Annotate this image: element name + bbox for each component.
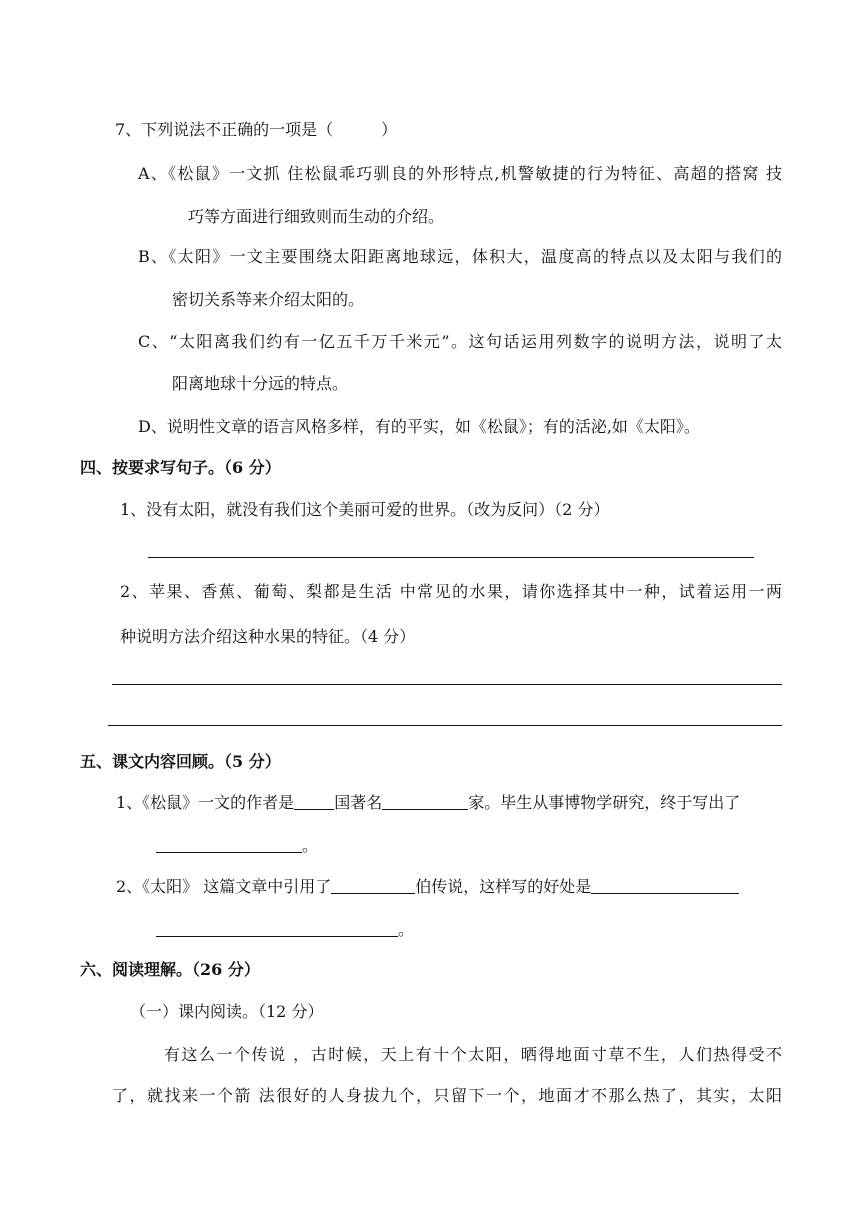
section-6-subheading: （一）课内阅读。（12 分）: [130, 1002, 324, 1021]
section-5-q2: [116, 877, 739, 897]
section-4-q2-line1: 2、苹果、香蕉、葡萄、梨都是生活 中常见的水果，请你选择其中一种，试着运用一两: [120, 582, 782, 601]
blank-legend-name[interactable]: [331, 877, 415, 894]
reading-paragraph-line1: 有这么一个传说 ，古时候，天上有十个太阳，晒得地面寸草不生，人们热得受不: [164, 1045, 782, 1064]
option-b-line2: 密切关系等来介绍太阳的。: [172, 290, 365, 309]
blank-author-country[interactable]: [294, 793, 334, 810]
section-5-q1-cont: [156, 836, 318, 856]
option-c-line1: C、“太阳离我们约有一亿五千万千米元”。这句话运用列数字的说明方法，说明了太: [138, 332, 782, 351]
question-7-stem: 7、下列说法不正确的一项是（ ）: [115, 120, 398, 139]
answer-line-s4-q2-2[interactable]: [108, 725, 782, 726]
s5-q1-text-1: 1、《松鼠》一文的作者是: [116, 793, 295, 812]
option-a-line2: 巧等方面进行细致则而生动的介绍。: [188, 207, 445, 226]
section-5-heading: 五、课文内容回顾。（5 分）: [80, 752, 281, 771]
option-d: D、说明性文章的语言风格多样，有的平实，如《松鼠》；有的活泌,如《太阳》。: [138, 417, 700, 436]
s5-q1-text-3: 家。毕生从事博物学研究，终于写出了: [468, 793, 741, 812]
s5-q2-text-1: 2、《太阳》 这篇文章中引用了: [116, 877, 332, 896]
answer-line-s4-q1[interactable]: [148, 557, 754, 558]
option-a-line1: A、《松鼠》一文抓 住松鼠乖巧驯良的外形特点,机警敏捷的行为特征、高超的搭窝 技: [138, 164, 782, 183]
option-c-line2: 阳离地球十分远的特点。: [172, 374, 349, 393]
section-5-q2-cont: [156, 920, 414, 940]
reading-paragraph-line2: 了，就找来一个箭 法很好的人身拔九个，只留下一个，地面才不那么热了，其实，太阳: [112, 1086, 782, 1105]
section-4-heading: 四、按要求写句子。（6 分）: [80, 458, 281, 477]
section-6-heading: 六、阅读理解。（26 分）: [80, 960, 260, 979]
section-4-q2-line2: 种说明方法介绍这种水果的特征。（4 分）: [120, 627, 416, 646]
section-5-q1: [116, 793, 740, 813]
answer-line-s4-q2-1[interactable]: [112, 684, 782, 685]
s5-q1-text-2: 国著名: [334, 793, 383, 812]
s5-q2-text-2: 伯传说，这样写的好处是: [415, 877, 592, 896]
blank-author-profession[interactable]: [382, 793, 468, 810]
blank-benefit-cont[interactable]: [156, 920, 398, 937]
option-b-line1: B、《太阳》一文主要围绕太阳距离地球远，体积大，温度高的特点以及太阳与我们的: [138, 247, 782, 266]
s5-q2-end: 。: [398, 920, 415, 939]
blank-book-title[interactable]: [156, 836, 302, 853]
blank-benefit[interactable]: [591, 877, 739, 894]
section-4-q1: 1、没有太阳，就没有我们这个美丽可爱的世界。（改为反问）（2 分）: [120, 500, 610, 519]
s5-q1-end: 。: [302, 836, 319, 855]
